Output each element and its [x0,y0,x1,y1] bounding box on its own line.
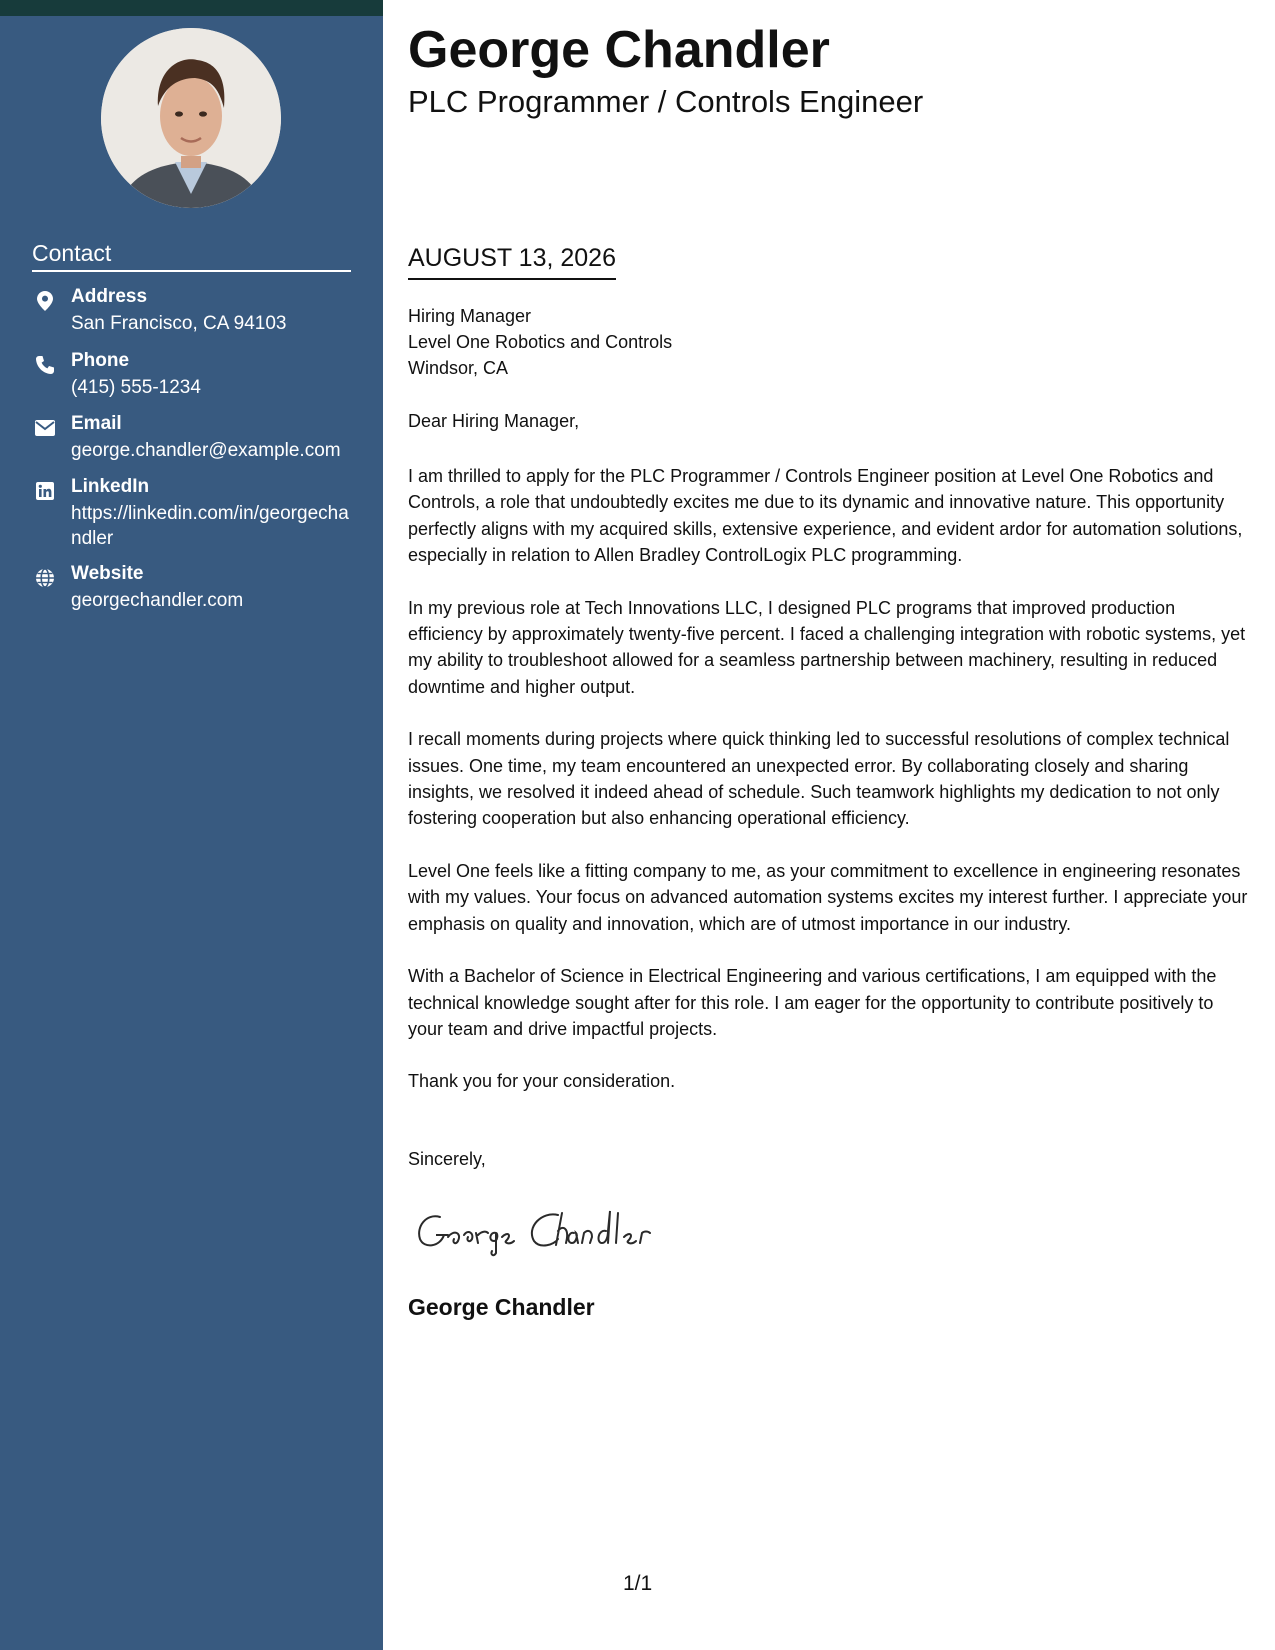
sidebar [0,0,383,1650]
body-paragraph: In my previous role at Tech Innovations LLC, I designed PLC programs that improved production efficiency by approximately twenty-five percent. I faced a challenging integration with robotic systems, yet my ability to troubleshoot allowed for a seamless partnership between machinery, resulting in reduced downtime and higher output. [408,597,1246,697]
recipient-line: Level One Robotics and Controls [408,332,673,352]
avatar [101,28,281,208]
contact-label: LinkedIn [71,476,150,497]
recipient-block [408,303,672,381]
contact-label: Website [71,563,144,584]
linkedin-icon [32,480,58,502]
envelope-icon [32,417,58,439]
contact-heading: Contact [32,240,351,272]
map-pin-icon [32,290,58,312]
recipient-line: Windsor, CA [408,358,509,378]
avatar-portrait [101,28,281,208]
body-paragraph: Level One feels like a fitting company to me, as your commitment to excellence in engineering resonates with my values. Your focus on advanced automation systems excites my interest further. I appreciate your emphasis on quality and innovation, which are of utmost importance in our industry. [408,860,1248,934]
candidate-name: George Chandler [408,21,830,79]
salutation: Dear Hiring Manager, [408,411,580,431]
closing: Sincerely, [408,1149,486,1169]
body-paragraph: Thank you for your consideration. [408,1071,676,1092]
phone-icon [32,354,58,376]
contact-label: Address [71,286,148,307]
body-paragraph: I recall moments during projects where quick thinking led to successful resolutions of complex technical issues. One time, my team encountered an unexpected error. By collaborating closely and sharing insights, we resolved it indeed ahead of schedule. Such teamwork highlights my dedication to not only fostering cooperation but also enhancing operational efficiency. [408,729,1230,829]
contact-value[interactable]: https://linkedin.com/in/georgechandler [71,503,349,549]
contact-label: Email [71,413,122,434]
body-paragraph: I am thrilled to apply for the PLC Programmer / Controls Engineer position at Level One Robotics and Controls, a role that undoubtedly excites me due to its dynamic and innovative nature. This opportunity perfectly aligns with my acquired skills, extensive experience, and evident ardor for automation solutions, especially in relation to Allen Bradley ControlLogix PLC programming. [408,466,1243,566]
candidate-role: PLC Programmer / Controls Engineer [408,84,924,119]
signer-name: George Chandler [408,1294,595,1320]
contact-value[interactable]: georgechandler.com [71,590,244,611]
body-paragraph: With a Bachelor of Science in Electrical Engineering and various certifications, I am equipped with the technical knowledge sought after for this role. I am eager for the opportunity to contribute positively to your team and drive impactful projects. [408,966,1217,1039]
handwritten-signature [412,1203,672,1259]
contact-value: (415) 555-1234 [71,377,201,398]
contact-value: San Francisco, CA 94103 [71,313,287,334]
contact-label: Phone [71,350,130,371]
letter-body [408,463,1248,1121]
contact-value: george.chandler@example.com [71,440,341,461]
page-number: 1/1 [623,1572,653,1595]
sidebar-top-bar [0,0,383,16]
globe-icon [32,567,58,589]
recipient-line: Hiring Manager [408,306,532,326]
letter-date: AUGUST 13, 2026 [408,244,616,280]
